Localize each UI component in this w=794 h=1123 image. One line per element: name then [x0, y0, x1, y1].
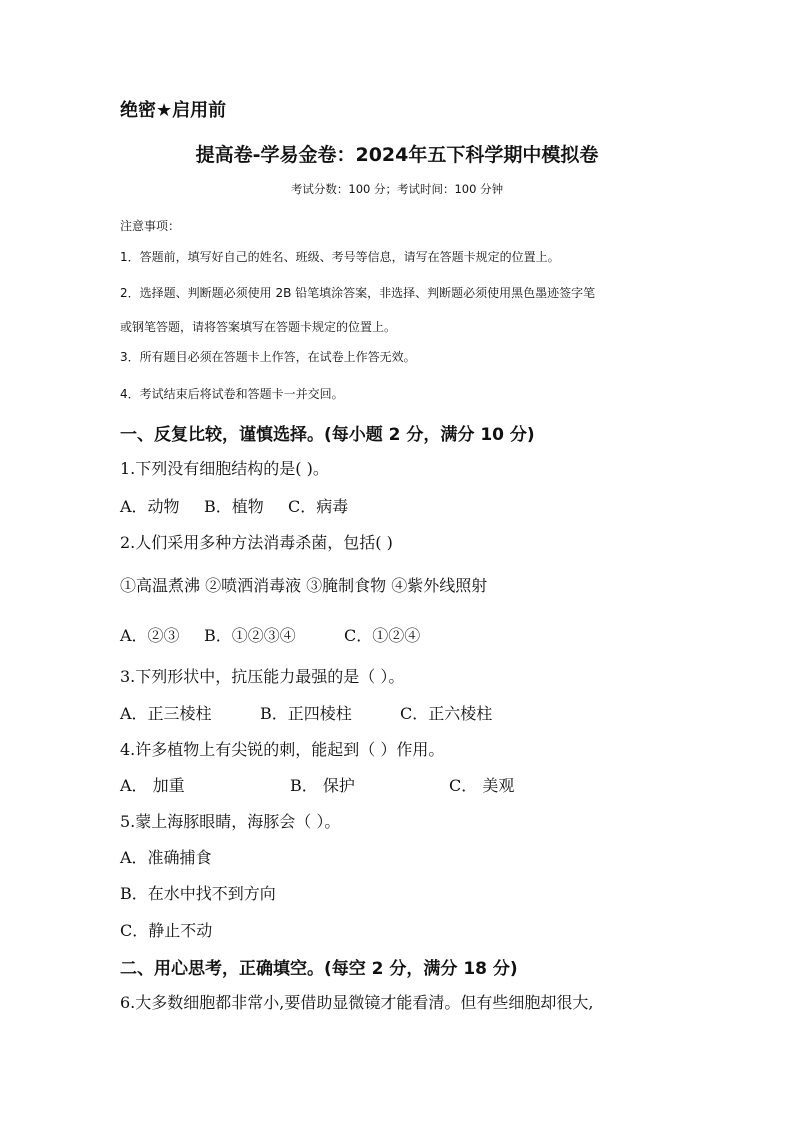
question-1-option-a: A．动物: [120, 497, 180, 516]
question-4-option-c: C． 美观: [449, 776, 515, 795]
note-2-line-1: 2．选择题、判断题必须使用 2B 铅笔填涂答案，非选择、判断题必须使用黑色墨迹签字笔: [120, 286, 596, 300]
question-5-stem: 5.蒙上海豚眼睛，海豚会（ ）。: [120, 812, 341, 831]
question-2-stem: 2.人们采用多种方法消毒杀菌，包括( ): [120, 533, 393, 552]
question-4-option-b: B． 保护: [290, 776, 355, 795]
exam-title: 提高卷-学易金卷：2024年五下科学期中模拟卷: [195, 144, 599, 166]
question-6-stem: 6.大多数细胞都非常小,要借助显微镜才能看清。但有些细胞却很大,: [120, 993, 594, 1012]
question-3-option-c: C．正六棱柱: [400, 704, 493, 723]
section-2-heading: 二、用心思考，正确填空。(每空 2 分，满分 18 分): [120, 959, 518, 979]
question-2-option-a: A．②③: [120, 626, 180, 645]
question-2-option-c: C．①②④: [344, 626, 421, 645]
note-2-line-2: 或钢笔答题，请将答案填写在答题卡规定的位置上。: [120, 320, 397, 334]
question-3-option-b: B．正四棱柱: [260, 704, 352, 723]
note-3: 3．所有题目必须在答题卡上作答，在试卷上作答无效。: [120, 350, 416, 364]
question-2-items: ①高温煮沸 ②喷洒消毒液 ③腌制食物 ④紫外线照射: [120, 576, 488, 595]
question-5-option-c: C．静止不动: [120, 921, 213, 940]
note-1: 1．答题前，填写好自己的姓名、班级、考号等信息，请写在答题卡规定的位置上。: [120, 250, 560, 264]
question-2-option-b: B．①②③④: [204, 626, 296, 645]
question-5-option-a: A．准确捕食: [120, 848, 212, 867]
secret-label: 绝密★启用前: [120, 100, 227, 121]
question-5-option-b: B．在水中找不到方向: [120, 884, 276, 903]
notes-heading: 注意事项：: [120, 219, 181, 233]
question-3-option-a: A．正三棱柱: [120, 704, 212, 723]
question-3-stem: 3.下列形状中，抗压能力最强的是（ ）。: [120, 667, 405, 686]
note-4: 4．考试结束后将试卷和答题卡一并交回。: [120, 387, 344, 401]
exam-info: 考试分数：100 分；考试时间：100 分钟: [290, 182, 504, 196]
section-1-heading: 一、反复比较，谨慎选择。(每小题 2 分，满分 10 分): [120, 425, 535, 445]
question-1-stem: 1.下列没有细胞结构的是( )。: [120, 459, 329, 478]
question-1-option-c: C．病毒: [288, 497, 349, 516]
question-4-option-a: A． 加重: [120, 776, 185, 795]
question-1-option-b: B．植物: [204, 497, 264, 516]
question-4-stem: 4.许多植物上有尖锐的刺，能起到（ ）作用。: [120, 740, 445, 759]
